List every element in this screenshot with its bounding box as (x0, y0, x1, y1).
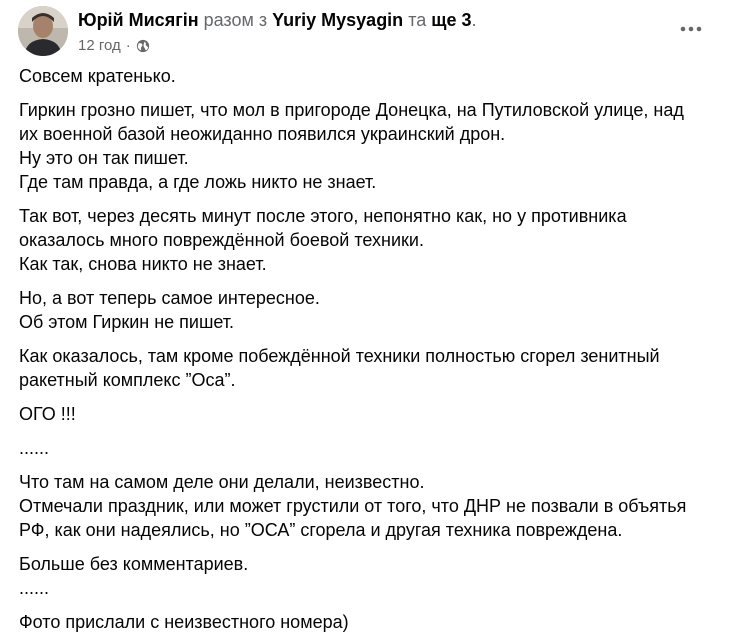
post-text-line: Как оказалось, там кроме побеждённой техники полностью сгорел зенитный (19, 346, 660, 366)
post-text-line: Как так, снова никто не знает. (19, 254, 267, 274)
more-options-button[interactable] (676, 14, 706, 44)
post-text-line: ...... (19, 578, 50, 598)
post-text-line: Об этом Гиркин не пишет. (19, 312, 235, 332)
post-text-line: РФ, как они надеялись, но ”ОСА” сгорела и другая техника повреждена. (19, 520, 623, 540)
post-text-line: ОГО !!! (19, 404, 76, 424)
post-author-line (78, 9, 477, 31)
post-text-line: Так вот, через десять минут после этого, непонятно как, но у противника (19, 206, 627, 226)
post-meta (78, 36, 150, 56)
post-paragraph (19, 286, 718, 334)
meta-separator: · (125, 37, 131, 54)
author-name[interactable]: Юрій Мисягін (78, 10, 199, 30)
post-paragraph (19, 552, 718, 600)
post-text-line: Где там правда, а где ложь никто не знает. (19, 172, 377, 192)
with-text: разом з (203, 10, 268, 30)
post-text-line: их военной базой неожиданно появился украинский дрон. (19, 124, 506, 144)
post-text-line: Ну это он так пишет. (19, 148, 189, 168)
post-text-line: Фото прислали с неизвестного номера) (19, 612, 349, 632)
post-text-line: Но, а вот теперь самое интересное. (19, 288, 320, 308)
post-content (19, 64, 718, 644)
post-paragraph (19, 402, 718, 426)
post-text-line: Больше без комментариев. (19, 554, 249, 574)
and-text: та (408, 10, 427, 30)
post-paragraph (19, 470, 718, 542)
post-paragraph (19, 204, 718, 276)
post-header (18, 6, 716, 56)
post-paragraph (19, 436, 718, 460)
post-paragraph (19, 610, 718, 634)
post-text-line: Гиркин грозно пишет, что мол в пригороде Донецка, на Путиловской улице, над (19, 100, 684, 120)
post-text-line: Что там на самом деле они делали, неизвестно. (19, 472, 425, 492)
post-text-line: Отмечали праздник, или может грустили от того, что ДНР не позвали в объятья (19, 496, 687, 516)
tagged-user-link[interactable]: Yuriy Mysyagin (272, 10, 404, 30)
avatar-image (18, 6, 68, 56)
globe-icon[interactable] (136, 39, 150, 53)
post-paragraph (19, 344, 718, 392)
post-text-line: Совсем кратенько. (19, 66, 176, 86)
post-timestamp[interactable]: 12 год (78, 37, 121, 54)
post-paragraph (19, 98, 718, 194)
others-link[interactable]: ще 3 (431, 10, 472, 30)
post-text-line: ракетный комплекс ”Оса”. (19, 370, 236, 390)
post-text-line: ...... (19, 438, 50, 458)
period-text: . (471, 10, 477, 30)
post-text-line: оказалось много повреждённой боевой техники. (19, 230, 424, 250)
author-avatar[interactable] (18, 6, 68, 56)
more-horizontal-icon (680, 26, 702, 32)
post-paragraph (19, 64, 718, 88)
